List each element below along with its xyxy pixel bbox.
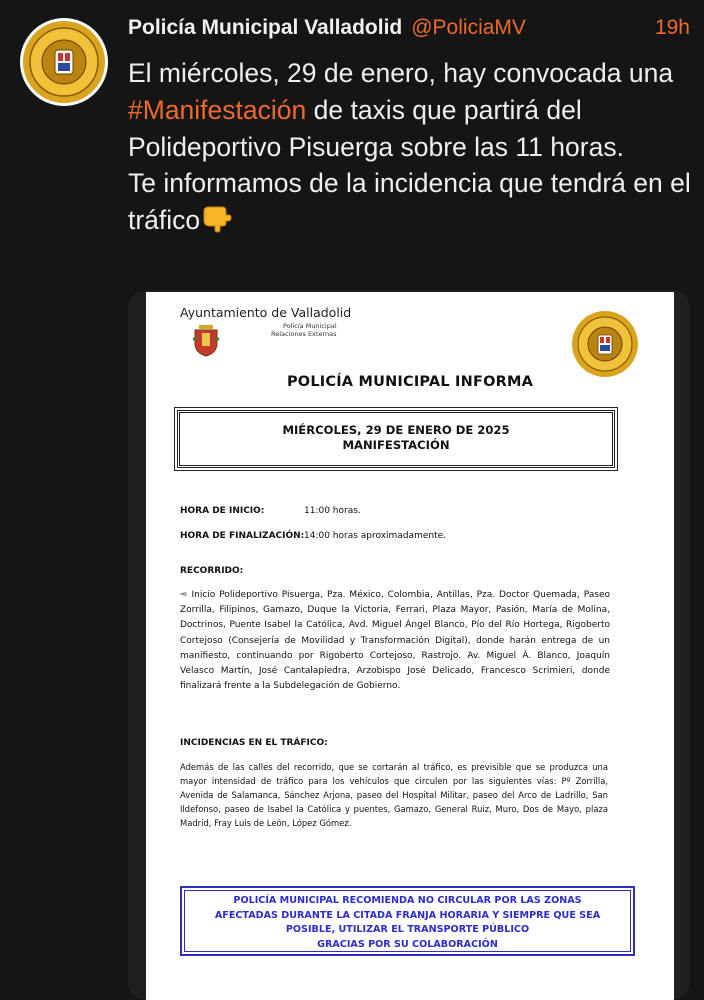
end-time-value: 14:00 horas aproximadamente. xyxy=(304,531,447,541)
notice-event: MANIFESTACIÓN xyxy=(342,438,450,452)
timestamp[interactable]: 19h xyxy=(654,16,690,39)
recommendation-line: GRACIAS POR SU COLABORACIÓN xyxy=(317,938,498,950)
dept-line2: Relaciones Externas xyxy=(271,330,337,338)
display-name[interactable]: Policía Municipal Valladolid xyxy=(128,16,403,39)
city-hall-name: Ayuntamiento de Valladolid xyxy=(180,305,352,320)
route-label: RECORRIDO: xyxy=(180,566,244,576)
date-box xyxy=(177,410,615,468)
recommendation-line: AFECTADAS DURANTE LA CITADA FRANJA HORARIA Y SIEMPRE QUE SEA xyxy=(214,909,601,921)
start-time-value: 11:00 horas. xyxy=(304,506,361,516)
pointing-down-hand-icon xyxy=(202,205,232,243)
notice-document xyxy=(146,292,674,1000)
police-badge-icon xyxy=(571,310,639,378)
hashtag-link[interactable]: #Manifestación xyxy=(128,94,307,125)
incidents-text: Además de las calles del recorrido, que se cortarán al tráfico, es previsible que se produzca una mayor intensidad de tráfico para los vehículos que circulen por las siguientes vías: Pº Zorrilla, Avenida de Salamanca, Sánchez Arjona, paseo del Hospital Militar, paseo del Arco de Ladrillo, San Ildefonso, paseo de Isabel la Católica y puentes, Gamazo, General Ruiz, Muro, Dos de Mayo, plaza Madrid, Fray Luis de León, López Gómez. xyxy=(180,762,608,828)
tweet-text-part1: El miércoles, 29 de enero, hay convocada una xyxy=(128,58,674,88)
dept-line1: Policía Municipal xyxy=(283,322,337,330)
notice-date: MIÉRCOLES, 29 DE ENERO DE 2025 xyxy=(282,423,510,437)
incidents-label: INCIDENCIAS EN EL TRÁFICO: xyxy=(180,738,328,748)
end-time-label: HORA DE FINALIZACIÓN: xyxy=(180,531,305,541)
start-time-label: HORA DE INICIO: xyxy=(180,506,265,516)
recommendation-line: POLICÍA MUNICIPAL RECOMIENDA NO CIRCULAR POR LAS ZONAS xyxy=(233,895,582,906)
tweet-header xyxy=(128,16,692,48)
tweet-text-line2: Te informamos de la incidencia que tendrá en el tráfico xyxy=(128,168,691,236)
avatar[interactable] xyxy=(20,18,108,106)
police-badge-icon xyxy=(22,20,106,104)
tweet-text-part2: de taxis que partirá del Polideportivo Pisuerga sobre las 11 horas. xyxy=(128,94,624,162)
route-text: ➾ Inicio Polideportivo Pisuerga, Pza. México, Colombia, Antillas, Pza. Doctor Quemada, Paseo Zorrilla, Filipinos, Gamazo, Duque la Victoria, Ferrari, Plaza Mayor, Pasión, María de Molina, Doctrinos, Puente Isabel la Católica, Avd. Miguel Ángel Blanco, Pío del Río Hortega, Rigoberto Cortejoso (Consejería de Movilidad y Transformación Digital), donde harán entrega de un manifiesto, continuando por Rigoberto Cortejoso, Rastrojo. Av. Miguel Á. Blanco, Joaquín Velasco Martín, José Cantalapiedra, Arzobispo José Delicado, Francesco Scrimieri, donde finalizará frente a la Subdelegación de Gobierno. xyxy=(180,590,610,692)
start-time-row xyxy=(180,506,264,516)
recommendation-box xyxy=(180,886,635,956)
coat-of-arms-icon xyxy=(191,321,221,357)
tweet-image[interactable] xyxy=(128,290,690,1000)
recommendation-line: POSIBLE, UTILIZAR EL TRANSPORTE PÚBLICO xyxy=(285,924,530,936)
notice-title: POLICÍA MUNICIPAL INFORMA xyxy=(286,374,534,390)
end-time-row xyxy=(180,531,304,541)
user-handle[interactable]: @PoliciaMV xyxy=(411,16,526,39)
tweet-text xyxy=(128,55,696,243)
